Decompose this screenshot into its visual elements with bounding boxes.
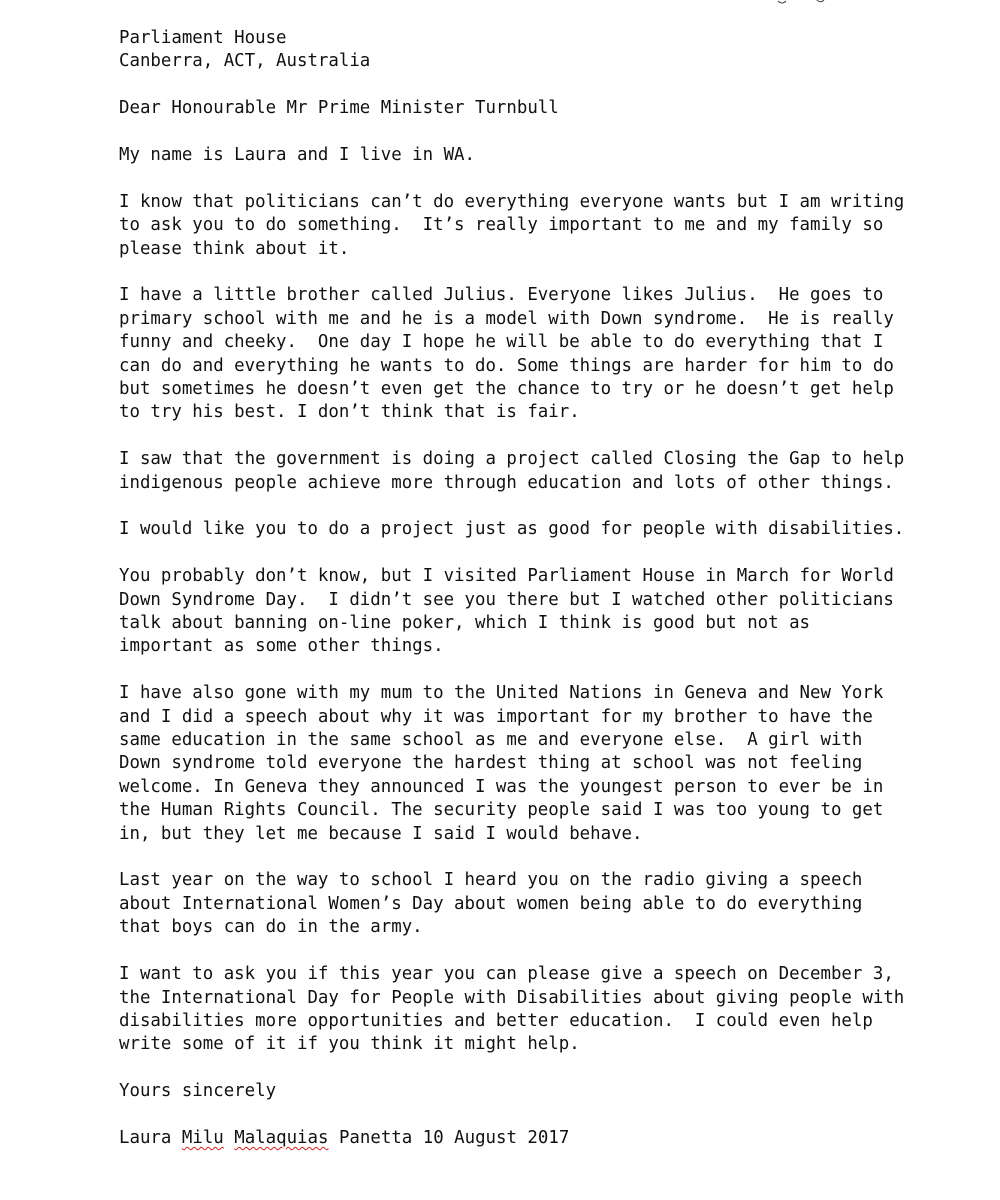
text-line: to try his best. I don’t think that is fair. (119, 402, 580, 423)
text-line: I have also gone with my mum to the United Nations in Geneva and New York (119, 683, 884, 704)
signature-line (119, 1127, 979, 1150)
letter-body (119, 27, 979, 1150)
text-line: write some of it if you think it might help. (119, 1034, 580, 1055)
closing: Yours sincerely (119, 1081, 277, 1102)
paragraph-speech-request (119, 963, 979, 1057)
paragraph-brother (119, 284, 979, 424)
text-line: welcome. In Geneva they announced I was the youngest person to ever be in (119, 776, 884, 797)
text-line: same education in the same school as me and everyone else. A girl with (119, 730, 863, 751)
paragraph-parliament-visit (119, 565, 979, 659)
text-line: in, but they let me because I said I would behave. (119, 823, 643, 844)
text-line: to ask you to do something. It’s really important to me and my family so (119, 215, 884, 236)
cropped-page-header-fragment (776, 0, 830, 4)
text-line: You probably don’t know, but I visited Parliament House in March for World (119, 566, 894, 587)
signature-surname-2: Panetta (338, 1127, 413, 1148)
paragraph-request (119, 191, 979, 261)
text-line: please think about it. (119, 238, 350, 259)
text-line: talk about banning on-line poker, which I think is good but not as (119, 613, 811, 634)
paragraph-disabilities-project (119, 518, 979, 541)
text-line: Down Syndrome Day. I didn’t see you there but I watched other politicians (119, 589, 894, 610)
text-line: that boys can do in the army. (119, 917, 423, 938)
text-line: I saw that the government is doing a project called Closing the Gap to help (119, 449, 905, 470)
text-line: I would like you to do a project just as good for people with disabilities. (119, 519, 905, 540)
text-line: disabilities more opportunities and better education. I could even help (119, 1010, 873, 1031)
text-line: My name is Laura and I live in WA. (119, 145, 475, 165)
text-line: funny and cheeky. One day I hope he will be able to do everything that I (119, 332, 884, 353)
salutation: Dear Honourable Mr Prime Minister Turnbull (119, 98, 559, 119)
text-line: but sometimes he doesn’t even get the chance to try or he doesn’t get help (119, 379, 894, 400)
text-line: I want to ask you if this year you can please give a speech on December 3, (119, 964, 894, 985)
paragraph-intro (119, 144, 979, 167)
recipient-address (119, 27, 979, 74)
address-line: Canberra, ACT, Australia (119, 51, 371, 72)
text-line: Last year on the way to school I heard you on the radio giving a speech (119, 870, 863, 891)
signature-middle-name: Milu (181, 1127, 224, 1148)
text-line: I know that politicians can’t do everything everyone wants but I am writing (119, 191, 905, 212)
address-line: Parliament House (119, 28, 287, 48)
paragraph-womens-day (119, 869, 979, 939)
text-line: and I did a speech about why it was important for my brother to have the (119, 706, 873, 727)
text-line: indigenous people achieve more through education and lots of other things. (119, 472, 894, 493)
letter-date: 10 August 2017 (422, 1127, 570, 1148)
text-line: the International Day for People with Disabilities about giving people with (119, 987, 905, 1008)
text-line: the Human Rights Council. The security people said I was too young to get (119, 800, 884, 821)
signature-first-name: Laura (119, 1127, 172, 1148)
text-line: can do and everything he wants to do. Some things are harder for him to do (119, 355, 894, 376)
text-line: about International Women’s Day about women being able to do everything (119, 893, 863, 914)
paragraph-united-nations (119, 682, 979, 846)
signature-surname-1: Malaquias (234, 1127, 329, 1148)
text-line: important as some other things. (119, 636, 444, 657)
text-line: primary school with me and he is a model with Down syndrome. He is really (119, 308, 894, 329)
text-line: Down syndrome told everyone the hardest thing at school was not feeling (119, 753, 863, 774)
text-line: I have a little brother called Julius. Everyone likes Julius. He goes to (119, 285, 884, 306)
paragraph-closing-the-gap (119, 448, 979, 495)
